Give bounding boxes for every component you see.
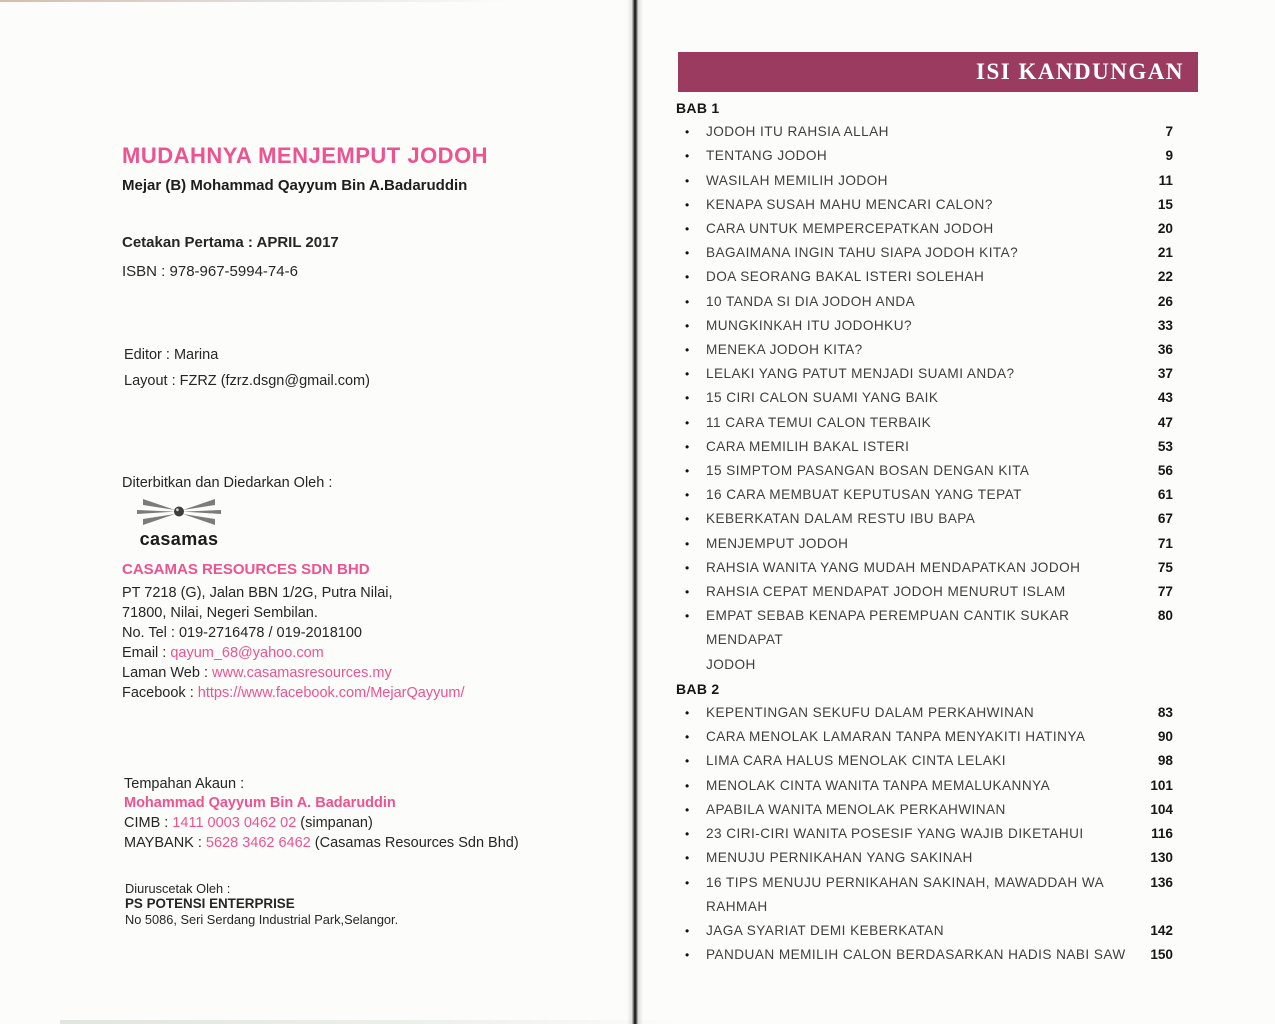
casamas-logo-text: casamas [139,529,219,549]
toc-row [676,604,1173,677]
toc-row [676,774,1173,798]
bullet-icon: • [685,415,690,430]
web-label: Laman Web : [122,665,213,681]
printer-address: No 5086, Seri Serdang Industrial Park,Selangor. [125,912,399,927]
bullet-icon: • [685,488,690,503]
bullet-icon: • [685,197,690,212]
bullet-icon: • [685,149,690,164]
bullet-icon: • [685,706,690,721]
bullet-icon: • [685,367,690,382]
toc-row [676,871,1173,919]
toc-entry-page: 9 [1165,148,1173,164]
bullet-icon: • [685,875,690,890]
bullet-icon: • [685,948,690,963]
scan-bottom-edge [60,1020,680,1024]
maybank-line [124,833,519,853]
cimb-label: CIMB : [124,815,173,831]
editor-line: Editor : Marina [124,347,219,363]
bullet-icon: • [685,318,690,333]
toc-entry-page: 61 [1157,487,1173,503]
account-name: Mohammad Qayyum Bin A. Badaruddin [124,795,396,811]
toc-entry-page: 101 [1150,777,1173,793]
toc-row [676,822,1173,846]
toc-entry-page: 37 [1157,366,1173,382]
layout-line: Layout : FZRZ (fzrz.dsgn@gmail.com) [124,373,370,389]
toc-row [676,919,1173,943]
printer-name: PS POTENSI ENTERPRISE [125,896,295,911]
toc-entry-page: 43 [1157,390,1173,406]
printer-label: Diuruscetak Oleh : [125,881,231,896]
toc-entry-page: 36 [1157,342,1173,358]
toc-entry-page: 26 [1157,293,1173,309]
toc-entry-title: MENOLAK CINTA WANITA TANPA MEMALUKANNYA [706,777,1051,793]
toc-entry-title: JODOH ITU RAHSIA ALLAH [706,124,889,140]
casamas-logo [131,498,227,550]
cimb-line [124,813,373,833]
toc-entry-page: 7 [1165,124,1173,140]
bullet-icon: • [685,730,690,745]
bullet-icon: • [685,851,690,866]
toc-row [676,532,1173,556]
isbn-line: ISBN : 978-967-5994-74-6 [122,263,298,280]
toc-entry-page: 116 [1151,826,1173,842]
toc-section-label: BAB 2 [676,680,720,697]
bullet-icon: • [685,391,690,406]
toc-entry-title: DOA SEORANG BAKAL ISTERI SOLEHAH [706,269,985,285]
publisher-phone: No. Tel : 019-2716478 / 019-2018100 [122,625,362,641]
toc-entry-page: 150 [1150,947,1173,963]
toc-entry-page: 56 [1157,463,1173,479]
toc-entry-page: 80 [1157,608,1173,624]
toc-entry-title: 15 SIMPTOM PASANGAN BOSAN DENGAN KITA [706,463,1030,479]
publisher-address-line2: 71800, Nilai, Negeri Sembilan. [122,605,318,621]
toc-entry-page: 15 [1157,196,1173,212]
toc-row [676,749,1173,773]
toc-row [676,435,1173,459]
toc-row [676,798,1173,822]
toc-row [676,314,1173,338]
toc-entry-page: 83 [1157,705,1173,721]
toc-row [676,265,1173,289]
toc-entry-page: 53 [1157,438,1173,454]
toc-entry-title: 10 TANDA SI DIA JODOH ANDA [706,293,916,309]
toc-entry-title: RAHSIA WANITA YANG MUDAH MENDAPATKAN JODOH [706,559,1081,575]
publisher-address-line1: PT 7218 (G), Jalan BBN 1/2G, Putra Nilai, [122,585,393,601]
bullet-icon: • [685,125,690,140]
toc-entry-title: KEBERKATAN DALAM RESTU IBU BAPA [706,511,976,527]
toc-entry-title: LIMA CARA HALUS MENOLAK CINTA LELAKI [706,753,1007,769]
web-value: www.casamasresources.my [212,665,392,681]
scan-top-edge [0,0,640,2]
toc-entry-page: 75 [1157,559,1173,575]
book-spine-gutter [627,0,643,1024]
email-label: Email : [122,645,171,661]
toc-row [676,411,1173,435]
published-by-label: Diterbitkan dan Diedarkan Oleh : [122,475,333,491]
toc-entry-page: 67 [1157,511,1173,527]
toc-row [676,193,1173,217]
toc-row [676,338,1173,362]
toc-row [676,580,1173,604]
toc-row [676,459,1173,483]
toc-entry-page: 104 [1150,801,1173,817]
toc-entry-title: MUNGKINKAH ITU JODOHKU? [706,317,912,333]
facebook-value: https://www.facebook.com/MejarQayyum/ [197,685,465,701]
toc-entry-page: 90 [1157,729,1173,745]
toc-entry-page: 20 [1157,221,1173,237]
toc-entry-title: MENUJU PERNIKAHAN YANG SAKINAH [706,850,973,866]
toc-row [676,362,1173,386]
bullet-icon: • [685,802,690,817]
toc-entry-title: MENJEMPUT JODOH [706,535,849,551]
bullet-icon: • [685,536,690,551]
toc-entry-title: 15 CIRI CALON SUAMI YANG BAIK [706,390,939,406]
bullet-icon: • [685,778,690,793]
bullet-icon: • [685,827,690,842]
toc-row [676,556,1173,580]
toc-row [676,483,1173,507]
toc-entry-title: BAGAIMANA INGIN TAHU SIAPA JODOH KITA? [706,245,1019,261]
toc-entry-title: KEPENTINGAN SEKUFU DALAM PERKAHWINAN [706,705,1035,721]
bullet-icon: • [685,246,690,261]
maybank-number: 5628 3462 6462 [205,835,311,851]
toc-header-bar: ISI KANDUNGAN [678,52,1198,92]
toc-entry-page: 136 [1150,874,1173,890]
cimb-number: 1411 0003 0462 02 [172,815,297,831]
toc-entry-title: WASILAH MEMILIH JODOH [706,172,888,188]
bullet-icon: • [685,512,690,527]
bullet-icon: • [685,222,690,237]
book-title: MUDAHNYA MENJEMPUT JODOH [122,143,489,168]
toc-entry-page: 77 [1157,584,1173,600]
toc-entry-title: CARA MEMILIH BAKAL ISTERI [706,438,910,454]
toc-entry-page: 11 [1158,172,1173,188]
toc-entry-title: 16 TIPS MENUJU PERNIKAHAN SAKINAH, MAWADDAH WA RAHMAH [706,874,1105,914]
toc-entry-title: 23 CIRI-CIRI WANITA POSESIF YANG WAJIB DIKETAHUI [706,826,1084,842]
toc-entry-title: 11 CARA TEMUI CALON TERBAIK [706,414,932,430]
toc-row [676,144,1173,168]
toc-row [676,290,1173,314]
cimb-suffix: (simpanan) [296,815,373,831]
facebook-line [122,683,465,703]
toc-entry-title: 16 CARA MEMBUAT KEPUTUSAN YANG TEPAT [706,487,1022,503]
maybank-suffix: (Casamas Resources Sdn Bhd) [310,835,519,851]
toc-list [676,96,1173,967]
toc-row [676,507,1173,531]
casamas-logo-icon [135,498,223,526]
toc-entry-page: 142 [1150,922,1173,938]
bullet-icon: • [685,270,690,285]
edition-line: Cetakan Pertama : APRIL 2017 [122,234,339,251]
bullet-icon: • [685,923,690,938]
bullet-icon: • [685,294,690,309]
toc-row [676,120,1173,144]
bullet-icon: • [685,585,690,600]
toc-entry-title: LELAKI YANG PATUT MENJADI SUAMI ANDA? [706,366,1015,382]
bullet-icon: • [685,754,690,769]
toc-entry-title: TENTANG JODOH [706,148,828,164]
toc-entry-title: APABILA WANITA MENOLAK PERKAHWINAN [706,801,1006,817]
email-line [122,643,324,663]
facebook-label: Facebook : [122,685,198,701]
toc-entry-page: 47 [1157,414,1173,430]
toc-entry-page: 98 [1157,753,1173,769]
toc-row [676,169,1173,193]
toc-entry-title: CARA UNTUK MEMPERCEPATKAN JODOH [706,221,994,237]
toc-entry-page: 130 [1150,850,1173,866]
toc-row [676,217,1173,241]
bullet-icon: • [685,464,690,479]
toc-row [676,386,1173,410]
book-author: Mejar (B) Mohammad Qayyum Bin A.Badaruddin [122,177,468,194]
toc-section-label: BAB 1 [676,100,720,116]
publisher-name: CASAMAS RESOURCES SDN BHD [122,561,370,578]
toc-row [676,701,1173,725]
toc-entry-title: CARA MENOLAK LAMARAN TANPA MENYAKITI HATINYA [706,729,1086,745]
bullet-icon: • [685,343,690,358]
bullet-icon: • [685,560,690,575]
toc-entry-title: MENEKA JODOH KITA? [706,342,863,358]
toc-row [676,943,1173,967]
maybank-label: MAYBANK : [124,835,206,851]
web-line [122,663,392,683]
toc-entry-title: RAHSIA CEPAT MENDAPAT JODOH MENURUT ISLAM [706,584,1066,600]
toc-row [676,846,1173,870]
toc-row [676,241,1173,265]
toc-entry-title: PANDUAN MEMILIH CALON BERDASARKAN HADIS NABI SAW [706,947,1126,963]
toc-entry-title: EMPAT SEBAB KENAPA PEREMPUAN CANTIK SUKAR MENDAPAT JODOH [706,608,1070,672]
bullet-icon: • [685,439,690,454]
account-heading: Tempahan Akaun : [124,776,245,792]
email-value: qayum_68@yahoo.com [170,645,324,661]
toc-entry-page: 21 [1157,245,1173,261]
toc-entry-title: JAGA SYARIAT DEMI KEBERKATAN [706,922,944,938]
bullet-icon: • [685,609,690,624]
toc-entry-page: 33 [1157,317,1173,333]
toc-entry-title: KENAPA SUSAH MAHU MENCARI CALON? [706,196,993,212]
toc-entry-page: 71 [1157,535,1173,551]
bullet-icon: • [685,173,690,188]
toc-row [676,725,1173,749]
toc-entry-page: 22 [1157,269,1173,285]
